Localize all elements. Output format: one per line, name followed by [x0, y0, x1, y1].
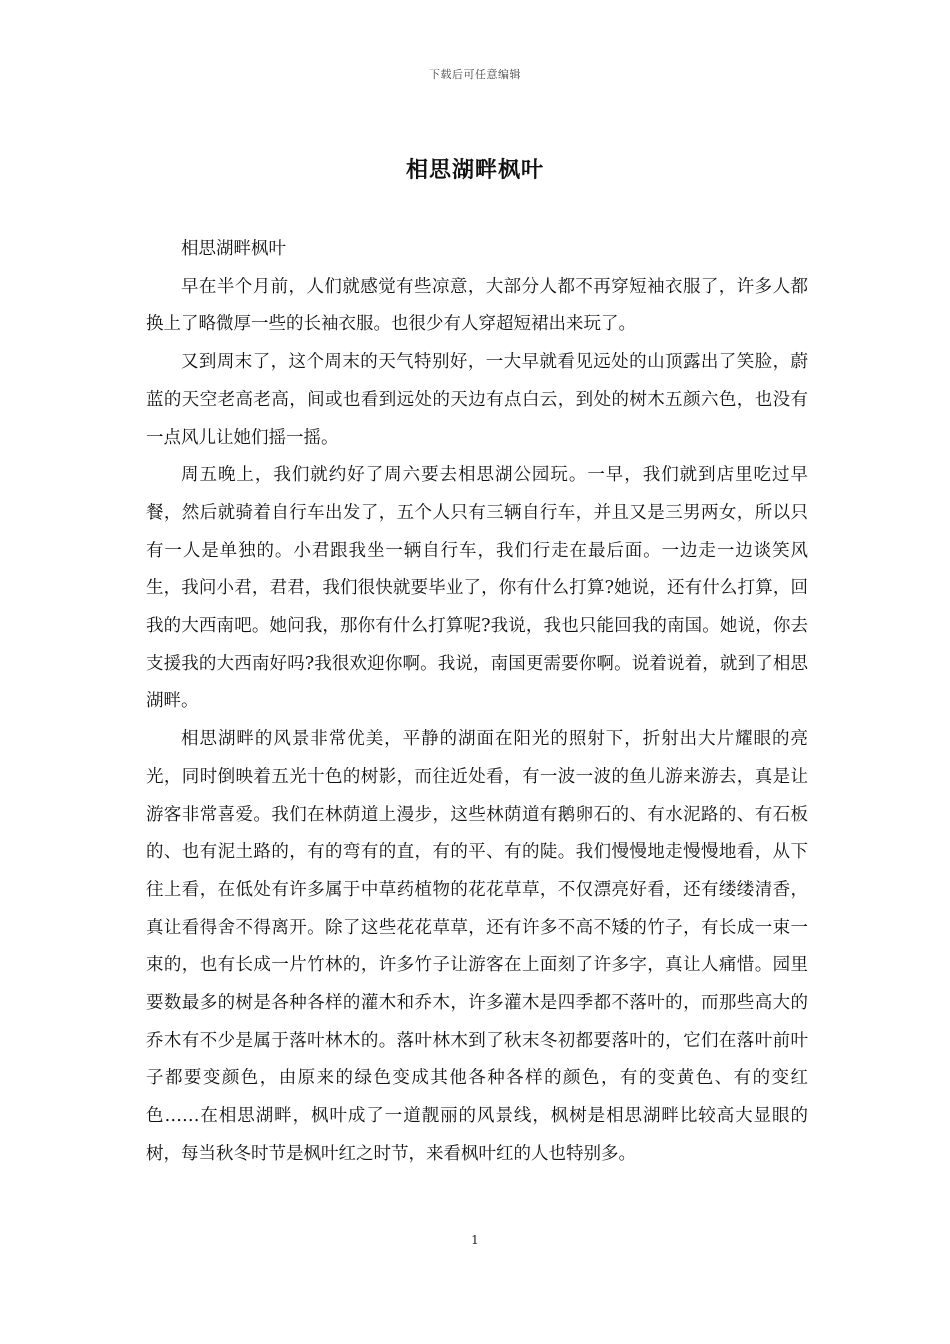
paragraph: 又到周末了，这个周末的天气特别好，一大早就看见远处的山顶露出了笑脸，蔚蓝的天空老高老高，间或也看到远处的天边有点白云，到处的树木五颜六色，也没有一点风儿让她们摇一摇。: [146, 352, 808, 448]
page-number: 1: [471, 1233, 479, 1247]
paragraph: 早在半个月前，人们就感觉有些凉意，大部分人都不再穿短袖衣服了，许多人都换上了略微厚一些的长袖衣服。也很少有人穿超短裙出来玩了。: [146, 276, 808, 335]
header-note: 下载后可任意编辑: [429, 68, 521, 81]
document-body: [146, 231, 808, 1174]
document-title: 相思湖畔枫叶: [405, 157, 544, 183]
paragraph-subtitle: 相思湖畔枫叶: [181, 239, 286, 259]
paragraph: 周五晚上，我们就约好了周六要去相思湖公园玩。一早，我们就到店里吃过早餐，然后就骑着自行车出发了，五个人只有三辆自行车，并且又是三男两女，所以只有一人是单独的。小君跟我坐一辆自行车，我们行走在最后面。一边走一边谈笑风生，我问小君，君君，我们很快就要毕业了，你有什么打算?她说，还有什么打算，回我的大西南吧。她问我，那你有什么打算呢?我说，我也只能回我的南国。她说，你去支援我的大西南好吗?我很欢迎你啊。我说，南国更需要你啊。说着说着，就到了相思湖畔。: [146, 465, 808, 712]
paragraph: 相思湖畔的风景非常优美，平静的湖面在阳光的照射下，折射出大片耀眼的亮光，同时倒映着五光十色的树影，而往近处看，有一波一波的鱼儿游来游去，真是让游客非常喜爱。我们在林荫道上漫步，这些林荫道有鹅卵石的、有水泥路的、有石板的、也有泥土路的，有的弯有的直，有的平、有的陡。我们慢慢地走慢慢地看，从下往上看，在低处有许多属于中草药植物的花花草草，不仅漂亮好看，还有缕缕清香，真让看得舍不得离开。除了这些花花草草，还有许多不高不矮的竹子，有长成一束一束的，也有长成一片竹林的，许多竹子让游客在上面刻了许多字，真让人痛惜。园里要数最多的树是各种各样的灌木和乔木，许多灌木是四季都不落叶的，而那些高大的乔木有不少是属于落叶林木的。落叶林木到了秋末冬初都要落叶的，它们在落叶前叶子都要变颜色，由原来的绿色变成其他各种各样的颜色，有的变黄色、有的变红色……在相思湖畔，枫叶成了一道靓丽的风景线，枫树是相思湖畔比较高大显眼的树，每当秋冬时节是枫叶红之时节，来看枫叶红的人也特别多。: [146, 729, 808, 1164]
